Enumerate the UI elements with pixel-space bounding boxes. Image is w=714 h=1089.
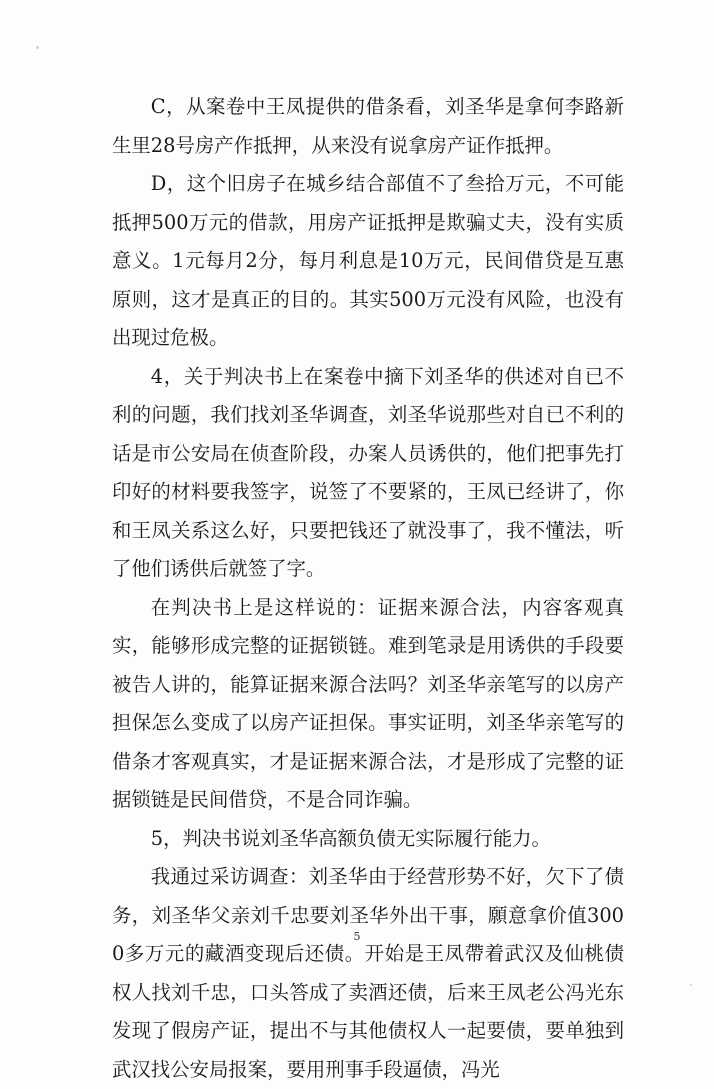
paragraph-d-point: D，这个旧房子在城乡结合部值不了叁拾万元，不可能抵押500万元的借款，用房产证抵押是欺骗丈夫，没有实质意义。1元每月2分，每月利息是10万元，民间借贷是互惠原则，这才是真正的目的。其实500万元没有风险，也没有出现过危极。 (112, 172, 624, 349)
scan-speck (690, 984, 692, 986)
paragraph-judgment-evidence: 在判决书上是这样说的：证据来源合法，内容客观真实，能够形成完整的证据锁链。难到笔录是用诱供的手段要被告人讲的，能算证据来源合法吗？刘圣华亲笔写的以房产担保怎么变成了以房产证担保。事实证明，刘圣华亲笔写的借条才客观真实，才是证据来源合法，才是形成了完整的证据锁链是民间借贷，不是合同诈骗。 (112, 595, 624, 811)
paragraph-c-point: C，从案卷中王凤提供的借条看，刘圣华是拿何李路新生里28号房产作抵押，从来没有说拿房产证作抵押。 (112, 95, 624, 157)
scan-speck (36, 46, 39, 49)
paragraph-item-4: 4，关于判决书上在案卷中摘下刘圣华的供述对自已不利的问题，我们找刘圣华调查，刘圣华说那些对自已不利的话是市公安局在侦查阶段，办案人员诱供的，他们把事先打印好的材料要我签字，说签了不要紧的，王凤已经讲了，你和王凤关系这么好，只要把钱还了就没事了，我不懂法，听了他们诱供后就签了字。 (112, 364, 624, 580)
paragraph-item-5: 5，判决书说刘圣华高额负债无实际履行能力。 (150, 826, 551, 850)
paragraph-investigation: 我通过采访调查：刘圣华由于经营形势不好，欠下了债务，刘圣华父亲刘千忠要刘圣华外出干事，願意拿价值3000多万元的藏酒变现后还债。开始是王凤帶着武汉及仙桃债权人找刘千忠，口头答成了卖酒还债，后来王凤老公冯光东发现了假房产证，提出不与其他债权人一起要债，要单独到武汉找公安局报案，要用刑事手段逼债，冯光 (112, 865, 624, 1081)
page-number: 5 (353, 930, 361, 943)
